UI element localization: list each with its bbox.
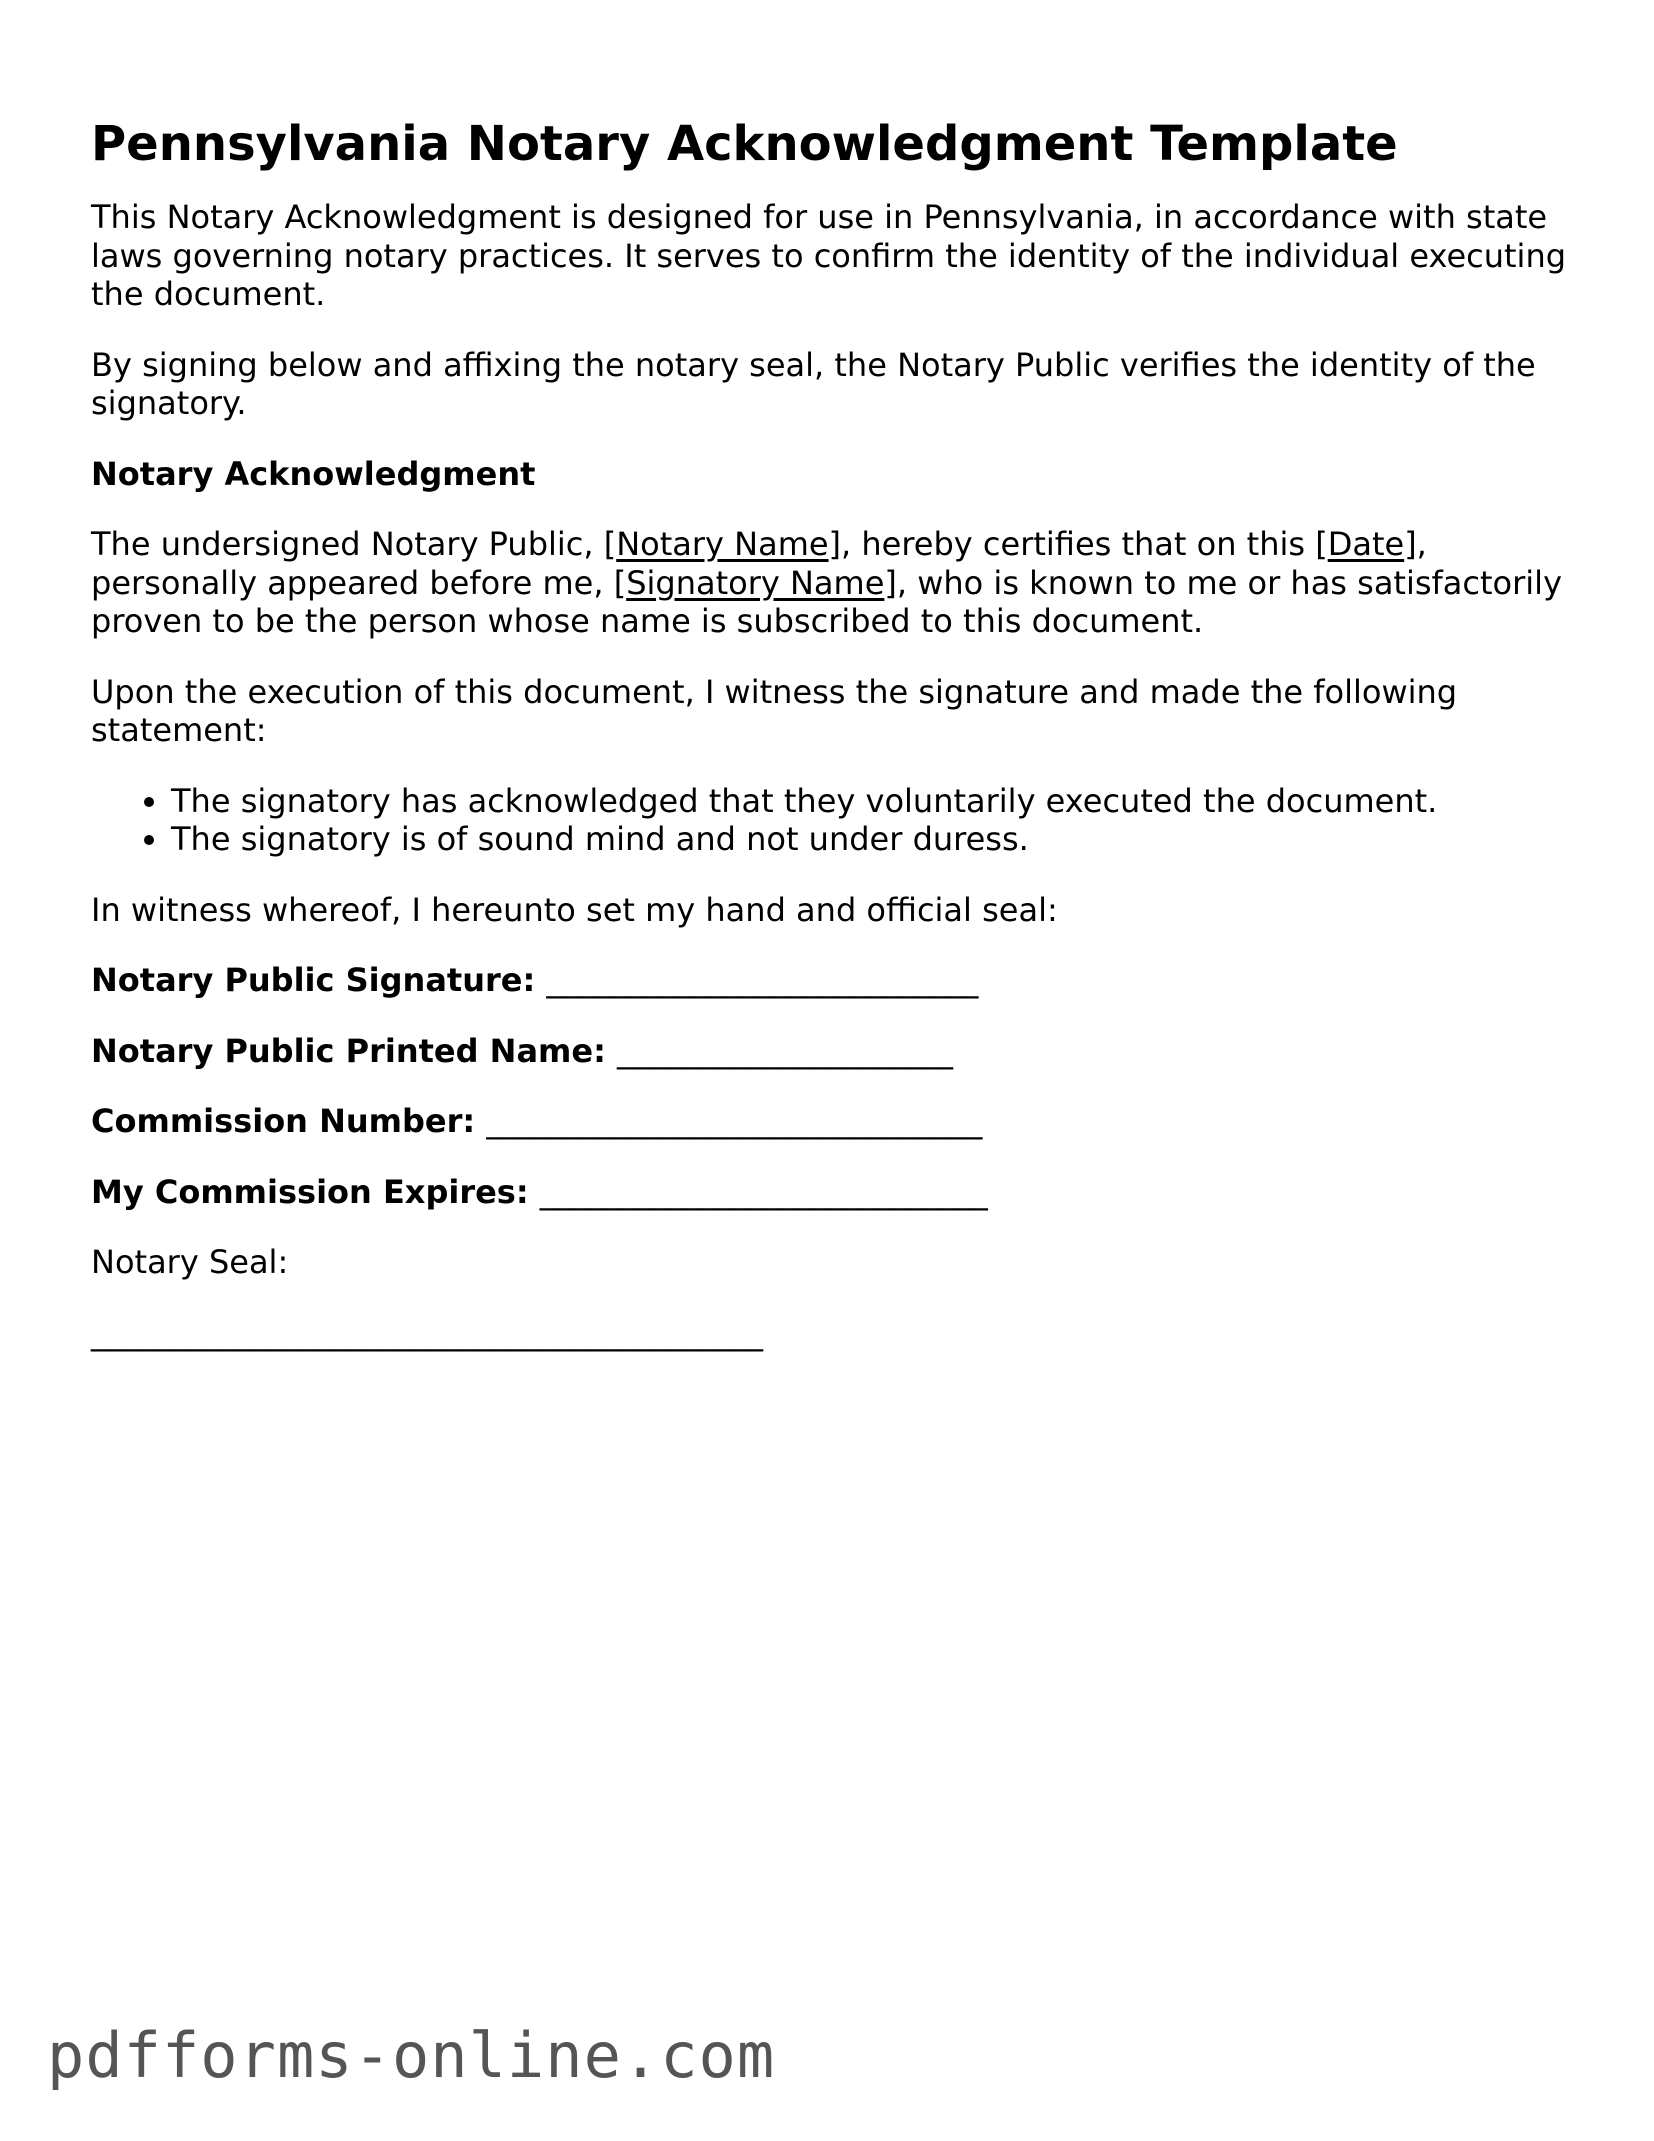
printed-name-label: Notary Public Printed Name: [91, 1031, 606, 1070]
commission-number-field [91, 1102, 1571, 1141]
statement-intro: Upon the execution of this document, I witness the signature and made the following statement: [91, 672, 1458, 749]
intro-paragraph-2: By signing below and affixing the notary seal, the Notary Public verifies the identity of the signatory. [91, 345, 1536, 422]
signature-field [91, 961, 1571, 1000]
commission-number-label: Commission Number: [91, 1102, 476, 1140]
signature-blank-line: ___________________________ [546, 961, 979, 999]
certify-text-4: ], who is known to me or has satisfactorily proven to be the person whose name is subscribed to this document. [91, 563, 1562, 640]
printed-name-field [91, 1032, 1571, 1071]
section-heading: Notary Acknowledgment [91, 454, 536, 493]
list-item: • The signatory is of sound mind and not under duress. [171, 820, 1571, 859]
intro-paragraph-1: This Notary Acknowledgment is designed for use in Pennsylvania, in accordance with state laws governing notary practices. It serves to confirm the identity of the individual executing the document. [91, 198, 1567, 313]
witness-line: In witness whereof, I hereunto set my hand and official seal: [91, 890, 1058, 929]
certify-text-2: ], hereby certifies that on this [ [828, 525, 1328, 563]
printed-name-blank-line: _____________________ [617, 1031, 954, 1070]
commission-number-blank-line: _______________________________ [486, 1102, 983, 1140]
commission-expires-blank-line: ____________________________ [539, 1172, 988, 1211]
document-page [91, 108, 1571, 1384]
list-item: • The signatory has acknowledged that they voluntarily executed the document. [171, 782, 1571, 821]
notary-seal-label: Notary Seal: [91, 1243, 289, 1281]
certify-text-3: ], personally appeared before me, [ [91, 525, 1427, 602]
date-placeholder: Date [1327, 525, 1405, 563]
commission-expires-label: My Commission Expires: [91, 1172, 529, 1211]
signature-label: Notary Public Signature: [91, 961, 536, 999]
signatory-name-placeholder: Signatory Name [626, 563, 885, 602]
notary-seal-blank-line: __________________________________________ [91, 1313, 763, 1352]
certification-paragraph [91, 525, 1571, 641]
notary-name-placeholder: Notary Name [616, 525, 829, 563]
statement-list [91, 782, 1571, 859]
document-title: Pennsylvania Notary Acknowledgment Template [91, 116, 1398, 172]
certify-text-1: The undersigned Notary Public, [ [91, 525, 617, 563]
commission-expires-field [91, 1173, 1571, 1212]
watermark: pdfforms-online.com [47, 2019, 776, 2092]
